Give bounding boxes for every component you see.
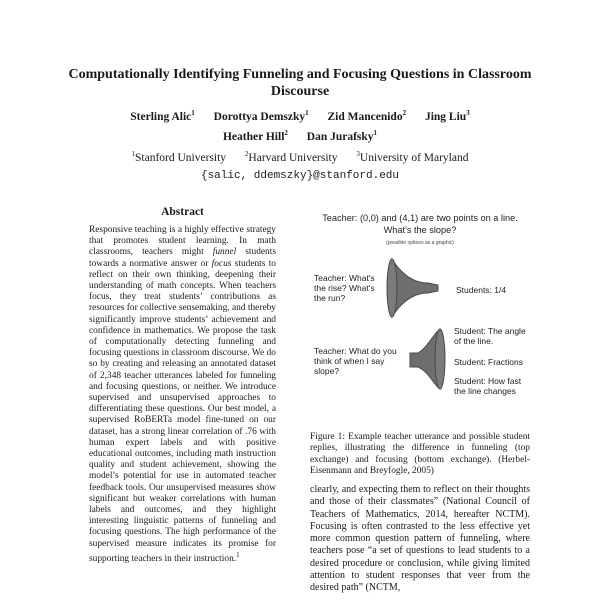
author: Jing Liu$^3$	[424, 109, 470, 123]
abstract-heading: Abstract	[161, 206, 204, 218]
funneling-teacher-utterance: Teacher: What's the rise? What's the run?	[314, 273, 375, 303]
author: Dan Jurafsky$^1$	[306, 129, 378, 143]
affiliations	[60, 150, 540, 164]
focusing-student-reply: Student: Fractions	[454, 357, 523, 367]
affiliation: $^2$Harvard University	[244, 150, 338, 164]
focusing-student-reply: Student: The angle of the line.	[454, 326, 526, 346]
author-email: {salic, ddemszky}@stanford.edu	[200, 170, 400, 182]
author: Sterling Alic$^1$	[130, 109, 195, 123]
figure-caption: Figure 1: Example teacher utterance and possible student replies, illustrating the difference in funneling (top exchange) and focusing (bottom exchange). (Herbel-Eisenmann and Breyfogle, 2005)	[310, 432, 530, 476]
figure-1	[310, 207, 530, 407]
focusing-student-reply: Student: How fast the line changes	[454, 376, 522, 396]
author: Dorottya Demszky$^1$	[213, 109, 309, 123]
funneling-funnel-icon	[387, 259, 438, 317]
figure-teacher-prompt: Teacher: (0,0) and (4,1) are two points on a line. What's the slope?	[322, 213, 518, 235]
figure-subheader: (possible options as a graphic)	[386, 240, 454, 246]
author: Heather Hill$^2$	[222, 129, 288, 143]
abstract-body: Responsive teaching is a highly effective strategy that promotes student learning. In math classrooms, teachers might funnel students towards a normative answer or focus students to reflect on their own thinking, deepening their understanding of math concepts. When teachers focus, they treat students’ contributions as resources for collective sensemaking, and thereby significantly improve students’ achievement and confidence in mathematics. We propose the task of computationally detecting funneling and focusing questions in classroom discourse. We do so by creating and releasing an annotated dataset of 2,348 teacher utterances labeled for funneling and focusing questions, or neither. We introduce supervised and unsupervised approaches to differentiating these questions. Our best model, a supervised RoBERTa model fine-tuned on our dataset, has a strong linear correlation of .76 with human expert labels and with positive educational outcomes, including math instruction quality and student achievement, showing the model’s potential for use in automated teacher feedback tools. Our unsupervised measures show significant but weaker correlations with human labels and outcomes, and they highlight interesting linguistic patterns of funneling and focusing questions. The high performance of the supervised measure indicates its promise for supporting teachers in their instruction.$^1$	[89, 225, 276, 565]
author-line-1	[60, 109, 540, 123]
author: Zid Mancenido$^2$	[327, 109, 407, 123]
body-text: clearly, and expecting them to reflect on their thoughts and those of their classmates” (National Council of Teachers of Mathematics, 2014, hereafter NCTM). Focusing is often contrasted to the less effective yet more common question pattern of funneling, where teachers pose “a set of questions to lead students to a desired procedure or conclusion, while giving limited attention to student responses that veer from the desired path” (NCTM,	[310, 484, 530, 594]
focusing-teacher-utterance: Teacher: What do you think of when I say slope?	[314, 346, 397, 376]
footnote-mark: 1	[236, 550, 240, 559]
affiliation: $^1$Stanford University	[131, 150, 227, 164]
paper-title: Computationally Identifying Funneling and Focusing Questions in Classroom Discourse	[68, 67, 532, 99]
author-line-2	[60, 129, 540, 143]
focusing-funnel-icon	[410, 329, 445, 389]
funneling-student-reply: Students: 1/4	[456, 285, 507, 295]
affiliation: $^3$University of Maryland	[356, 150, 469, 164]
